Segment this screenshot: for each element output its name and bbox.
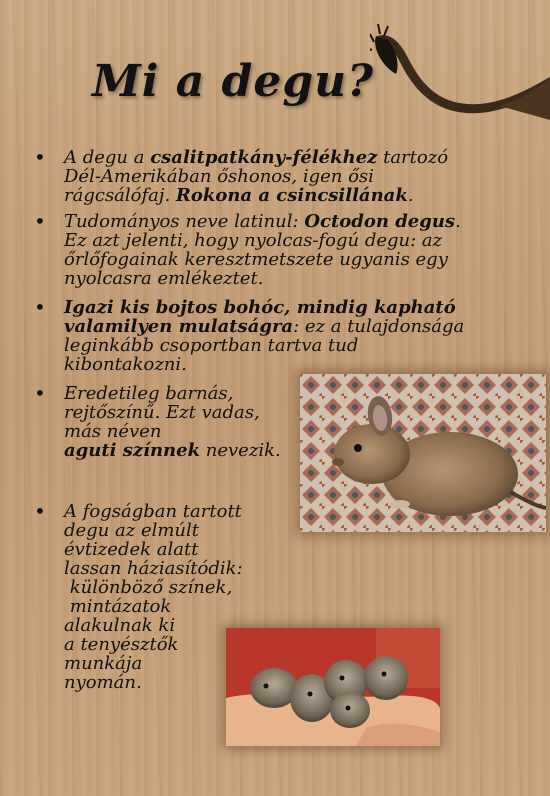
text-run: Dél-Amerikában őshonos, igen ősi	[64, 166, 374, 187]
bullet-marker: •	[34, 145, 46, 169]
text-run: leginkább csoportban tartva tud	[64, 335, 359, 356]
bullet-line	[64, 148, 448, 167]
bullet-line	[64, 616, 243, 635]
bullet-marker: •	[34, 295, 46, 319]
bullet-item	[64, 384, 281, 460]
text-run: rágcsálófaj.	[64, 185, 176, 206]
text-run: Eredetileg barnás,	[64, 383, 234, 404]
text-run: mintázatok	[64, 596, 172, 617]
bullet-line	[64, 540, 243, 559]
text-run: .	[407, 185, 414, 206]
bullet-line	[64, 317, 464, 336]
text-run: A degu a	[64, 147, 151, 168]
bullet-line	[64, 673, 243, 692]
text-run: rejtőszínű. Ezt vadas,	[64, 402, 260, 423]
bullet-line	[64, 521, 243, 540]
bullet-item	[64, 148, 448, 205]
bullet-line	[64, 559, 243, 578]
bullet-line	[64, 422, 281, 441]
text-run: : ez a tulajdonsága	[293, 316, 465, 337]
text-run: Ez azt jelenti, hogy nyolcas-fogú degu: az	[64, 230, 443, 251]
bullet-line	[64, 578, 243, 597]
emphasized-text: valamilyen mulatságra	[64, 316, 294, 337]
text-run: nyolcasra emlékeztet.	[64, 268, 264, 289]
bullet-line	[64, 250, 461, 269]
bullet-line	[64, 298, 464, 317]
text-run: nevezik.	[200, 440, 281, 461]
bullet-line	[64, 384, 281, 403]
page-title: Mi a degu?	[92, 56, 374, 107]
text-run: Tudományos neve latinul:	[64, 211, 305, 232]
text-run: lassan háziasítódik:	[64, 558, 243, 579]
emphasized-text: csalitpatkány-félékhez	[150, 147, 378, 168]
bullet-line	[64, 336, 464, 355]
bullet-line	[64, 597, 243, 616]
text-run: degu az elmúlt	[64, 520, 200, 541]
text-run: különböző színek,	[64, 577, 233, 598]
text-run: kibontakozni.	[64, 354, 187, 375]
bullet-item	[64, 298, 464, 374]
bullet-line	[64, 167, 448, 186]
text-run: más néven	[64, 421, 162, 442]
bullet-line	[64, 654, 243, 673]
degu-babies-in-hand-photo	[226, 628, 440, 746]
bullet-line	[64, 635, 243, 654]
text-run: A fogságban tartott	[64, 501, 242, 522]
degu-tail-illustration	[370, 20, 550, 130]
text-run: munkája	[64, 653, 143, 674]
bullet-line	[64, 231, 461, 250]
emphasized-text: Rokona a csincsillának	[175, 185, 408, 206]
bullet-marker: •	[34, 381, 46, 405]
text-run: őrlőfogainak keresztmetszete ugyanis egy	[64, 249, 448, 270]
bullet-item	[64, 502, 243, 692]
bullet-line	[64, 212, 461, 231]
bullet-line	[64, 403, 281, 422]
bullet-line	[64, 441, 281, 460]
text-run: nyomán.	[64, 672, 142, 693]
text-run: a tenyésztők	[64, 634, 179, 655]
text-run: .	[455, 211, 461, 232]
bullet-marker: •	[34, 499, 46, 523]
bullet-item	[64, 212, 461, 288]
text-run: évtizedek alatt	[64, 539, 199, 560]
emphasized-text: Octodon degus	[304, 211, 456, 232]
bullet-marker: •	[34, 209, 46, 233]
bullet-line	[64, 269, 461, 288]
text-run: tartozó	[377, 147, 449, 168]
bullet-line	[64, 355, 464, 374]
text-run: alakulnak ki	[64, 615, 176, 636]
bullet-line	[64, 502, 243, 521]
bullet-line	[64, 186, 448, 205]
emphasized-text: Igazi kis bojtos bohóc, mindig kapható	[64, 297, 456, 318]
degu-on-carpet-photo	[300, 374, 546, 532]
emphasized-text: aguti színnek	[64, 440, 201, 461]
